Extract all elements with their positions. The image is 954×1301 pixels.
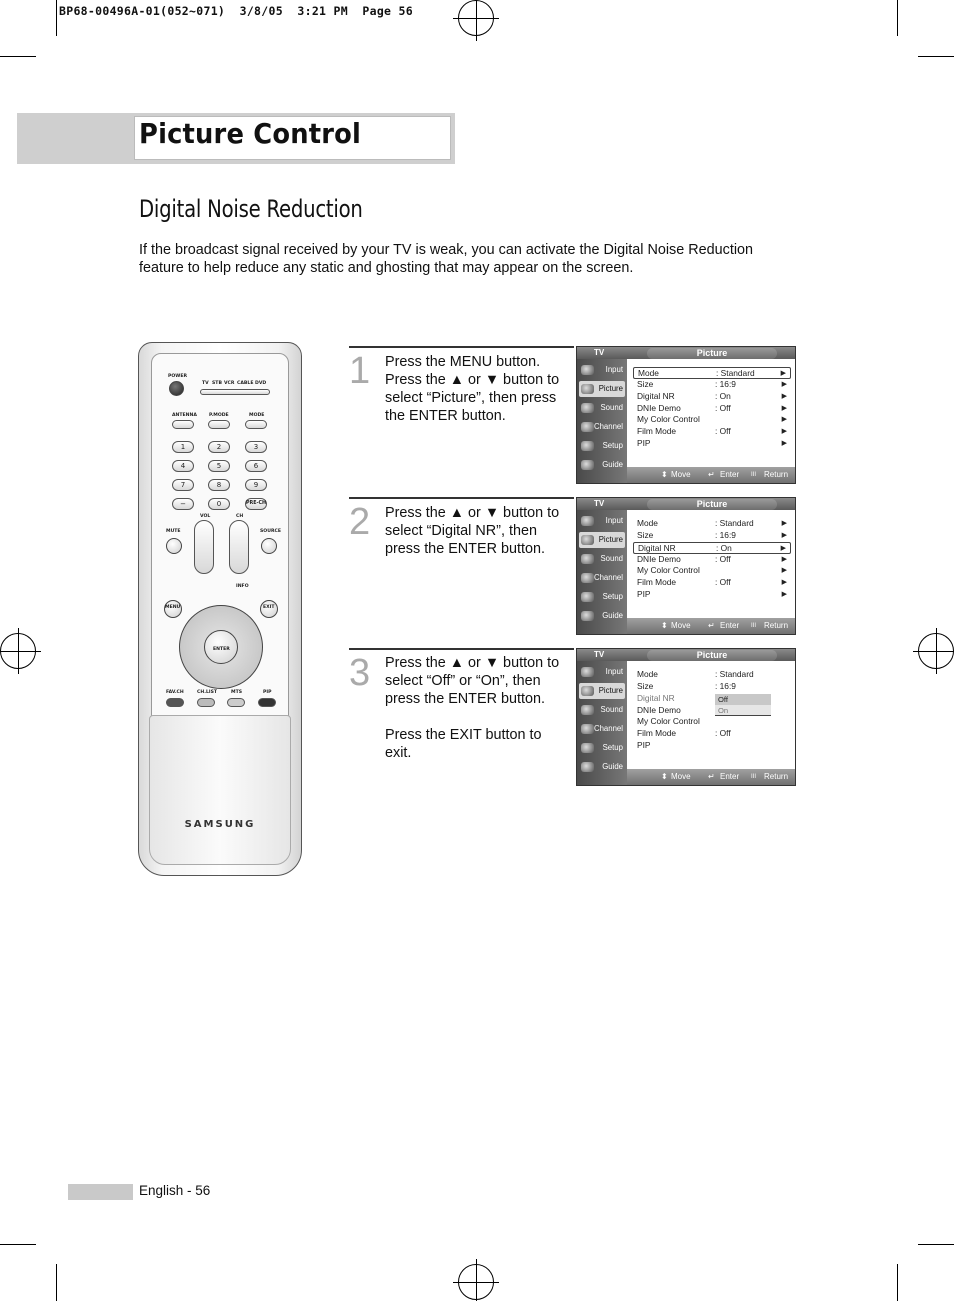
arrow-right-icon: ▶ — [781, 440, 787, 447]
osd-row-mode: Mode : Standard ▶ — [633, 367, 791, 379]
mode-button — [245, 420, 267, 429]
digit-5-button: 5 — [208, 460, 230, 472]
crop-mark — [56, 0, 57, 36]
mute-label: MUTE — [166, 529, 181, 534]
pmode-label: P.MODE — [209, 413, 229, 418]
osd-menu-list — [627, 661, 796, 771]
osd-row-mode: Mode : Standard — [637, 669, 754, 679]
sound-icon — [581, 705, 594, 715]
mute-button — [166, 538, 182, 554]
guide-icon — [581, 762, 594, 772]
mts-button — [227, 698, 245, 707]
osd-screen — [576, 497, 796, 635]
osd-row-mode: Mode : Standard ▶ — [637, 518, 787, 528]
favch-label: FAV.CH — [166, 690, 184, 695]
enter-label: ENTER — [213, 647, 230, 652]
digit-6-button: 6 — [245, 460, 267, 472]
favch-button — [166, 698, 184, 707]
source-button — [261, 538, 277, 554]
osd-side-sound: Sound — [579, 400, 625, 416]
arrow-right-icon: ▶ — [780, 545, 786, 552]
osd-side-channel: Channel — [579, 419, 625, 435]
intro-paragraph: If the broadcast signal received by your TV is weak, you can activate the Digital Noise Reduction feature to help reduce any static and ghosting that may appear on the screen. — [139, 242, 754, 276]
ch-label: CH — [236, 514, 244, 519]
step-instructions: Press the MENU button. Press the ▲ or ▼ button to select “Picture”, then press the ENTER button. — [385, 354, 560, 424]
osd-title: Picture — [647, 348, 777, 359]
step-instructions: Press the ▲ or ▼ button to select “Digital NR”, then press the ENTER button. — [385, 505, 560, 557]
registration-mark — [458, 0, 494, 36]
chlist-button — [197, 698, 215, 707]
dropdown-option-off: Off — [715, 694, 771, 705]
osd-row-film-mode: Film Mode : Off — [637, 728, 731, 738]
digit-7-button: 7 — [172, 479, 194, 491]
osd-side-input: Input — [579, 362, 625, 378]
dash-button: − — [172, 498, 194, 510]
osd-tv-label: TV — [594, 499, 605, 508]
osd-side-channel: Channel — [579, 721, 625, 737]
osd-title: Picture — [647, 499, 777, 510]
guide-icon — [581, 611, 594, 621]
source-tv-label: TV — [202, 381, 209, 386]
chlist-label: CH.LIST — [197, 690, 218, 695]
registration-mark — [0, 633, 36, 669]
source-selector — [200, 389, 270, 395]
osd-side-sound: Sound — [579, 551, 625, 567]
source-vcr-label: VCR — [224, 381, 235, 386]
samsung-logo: SAMSUNG — [184, 819, 256, 830]
arrow-right-icon: ▶ — [781, 556, 787, 563]
crop-mark — [897, 0, 898, 36]
digit-1-button: 1 — [172, 441, 194, 453]
picture-icon — [581, 384, 594, 394]
step-number: 3 — [349, 652, 371, 694]
osd-row-size: Size : 16:9 ▶ — [637, 379, 787, 389]
osd-footer: ⬍ Move ↵ Enter III Return — [627, 769, 796, 785]
osd-side-input: Input — [579, 513, 625, 529]
print-header: BP68-00496A-01(052~071) 3/8/05 3:21 PM Page 56 — [59, 4, 413, 18]
enter-icon: ↵ — [708, 772, 715, 781]
osd-side-guide: Guide — [579, 457, 625, 473]
registration-mark — [458, 1264, 494, 1300]
channel-rocker — [229, 520, 249, 574]
osd-sidebar — [577, 661, 627, 786]
arrow-right-icon: ▶ — [781, 579, 787, 586]
arrow-right-icon: ▶ — [780, 370, 786, 377]
picture-icon — [581, 535, 594, 545]
arrow-right-icon: ▶ — [781, 405, 787, 412]
osd-side-setup: Setup — [579, 740, 625, 756]
osd-row-pip: PIP ▶ — [637, 589, 787, 599]
volume-rocker — [194, 520, 214, 574]
page-title: Picture Control — [139, 117, 362, 150]
menu-label: MENU — [165, 605, 181, 610]
step-divider — [349, 497, 574, 499]
channel-icon — [581, 573, 594, 583]
digit-3-button: 3 — [245, 441, 267, 453]
input-icon — [581, 365, 594, 375]
power-button — [169, 381, 184, 396]
page-number: English - 56 — [139, 1183, 211, 1198]
input-icon — [581, 516, 594, 526]
setup-icon — [581, 592, 594, 602]
osd-row-digital-nr: Digital NR : On ▶ — [633, 542, 791, 554]
arrow-right-icon: ▶ — [781, 532, 787, 539]
osd-row-my-color-control: My Color Control ▶ — [637, 414, 787, 424]
arrow-right-icon: ▶ — [781, 381, 787, 388]
pip-button — [258, 698, 276, 707]
step-divider — [349, 346, 574, 348]
sound-icon — [581, 554, 594, 564]
enter-icon: ↵ — [708, 470, 715, 479]
info-label: INFO — [236, 584, 249, 589]
channel-icon — [581, 724, 594, 734]
osd-footer: ⬍ Move ↵ Enter III Return — [627, 467, 796, 483]
remote-control-illustration — [138, 342, 302, 876]
source-label: SOURCE — [260, 529, 281, 534]
digit-2-button: 2 — [208, 441, 230, 453]
osd-side-picture: Picture — [579, 532, 625, 548]
osd-tv-label: TV — [594, 348, 605, 357]
osd-row-size: Size : 16:9 ▶ — [637, 530, 787, 540]
step-divider — [349, 648, 574, 650]
move-icon: ⬍ — [661, 621, 668, 630]
osd-screen — [576, 346, 796, 484]
crop-mark — [0, 1244, 36, 1245]
input-icon — [581, 667, 594, 677]
osd-row-my-color-control: My Color Control — [637, 716, 700, 726]
vol-label: VOL — [200, 514, 211, 519]
dropdown-option-on: On — [715, 705, 771, 716]
section-heading: Digital Noise Reduction — [139, 195, 363, 223]
step-number: 2 — [349, 501, 371, 543]
arrow-right-icon: ▶ — [781, 567, 787, 574]
source-stb-label: STB — [212, 381, 222, 386]
osd-side-setup: Setup — [579, 438, 625, 454]
osd-menu-list — [627, 510, 796, 620]
osd-side-sound: Sound — [579, 702, 625, 718]
antenna-label: ANTENNA — [172, 413, 197, 418]
sound-icon — [581, 403, 594, 413]
crop-mark — [56, 1264, 57, 1301]
arrow-right-icon: ▶ — [781, 428, 787, 435]
osd-row-dnie-demo: DNIe Demo : Off ▶ — [637, 554, 787, 564]
arrow-right-icon: ▶ — [781, 520, 787, 527]
setup-icon — [581, 743, 594, 753]
osd-footer: ⬍ Move ↵ Enter III Return — [627, 618, 796, 634]
source-dvd-label: DVD — [255, 381, 267, 386]
channel-icon — [581, 422, 594, 432]
step-instructions: Press the ▲ or ▼ button to select “Off” or “On”, then press the ENTER button. Press the EXIT button to exit. — [385, 655, 560, 761]
osd-row-dnie-demo: DNIe Demo — [637, 705, 681, 715]
pre-ch-button: PRE-CH — [245, 498, 267, 510]
osd-row-pip: PIP ▶ — [637, 438, 787, 448]
digit-4-button: 4 — [172, 460, 194, 472]
return-icon: III — [751, 774, 757, 780]
picture-icon — [581, 686, 594, 696]
osd-row-digital-nr: Digital NR : On ▶ — [637, 391, 787, 401]
osd-row-film-mode: Film Mode : Off ▶ — [637, 426, 787, 436]
osd-screen — [576, 648, 796, 786]
setup-icon — [581, 441, 594, 451]
osd-sidebar — [577, 359, 627, 484]
osd-sidebar — [577, 510, 627, 635]
step-number: 1 — [349, 350, 371, 392]
osd-side-guide: Guide — [579, 759, 625, 775]
digit-8-button: 8 — [208, 479, 230, 491]
osd-row-my-color-control: My Color Control ▶ — [637, 565, 787, 575]
osd-side-setup: Setup — [579, 589, 625, 605]
arrow-right-icon: ▶ — [781, 591, 787, 598]
osd-side-input: Input — [579, 664, 625, 680]
osd-title: Picture — [647, 650, 777, 661]
osd-side-guide: Guide — [579, 608, 625, 624]
return-icon: III — [751, 623, 757, 629]
return-icon: III — [751, 472, 757, 478]
osd-row-film-mode: Film Mode : Off ▶ — [637, 577, 787, 587]
power-label: POWER — [168, 374, 188, 379]
crop-mark — [897, 1264, 898, 1301]
enter-icon: ↵ — [708, 621, 715, 630]
osd-side-picture: Picture — [579, 381, 625, 397]
arrow-right-icon: ▶ — [781, 393, 787, 400]
pip-label: PIP — [263, 690, 272, 695]
mts-label: MTS — [231, 690, 243, 695]
guide-icon — [581, 460, 594, 470]
move-icon: ⬍ — [661, 772, 668, 781]
osd-row-dnie-demo: DNIe Demo : Off ▶ — [637, 403, 787, 413]
source-cable-label: CABLE — [237, 381, 254, 386]
footer-bar — [68, 1184, 133, 1200]
remote-lower-panel — [149, 715, 291, 865]
osd-side-picture: Picture — [579, 683, 625, 699]
digit-0-button: 0 — [208, 498, 230, 510]
osd-tv-label: TV — [594, 650, 605, 659]
exit-label: EXIT — [263, 605, 275, 610]
osd-row-size: Size : 16:9 — [637, 681, 736, 691]
arrow-right-icon: ▶ — [781, 416, 787, 423]
osd-side-channel: Channel — [579, 570, 625, 586]
antenna-button — [172, 420, 194, 429]
move-icon: ⬍ — [661, 470, 668, 479]
pmode-button — [208, 420, 230, 429]
crop-mark — [0, 56, 36, 57]
osd-row-pip: PIP — [637, 740, 651, 750]
mode-label: MODE — [249, 413, 265, 418]
registration-mark — [918, 633, 954, 669]
osd-row-digital-nr: Digital NR — [637, 693, 675, 703]
osd-menu-list — [627, 359, 796, 469]
crop-mark — [918, 1244, 954, 1245]
digit-9-button: 9 — [245, 479, 267, 491]
crop-mark — [918, 56, 954, 57]
